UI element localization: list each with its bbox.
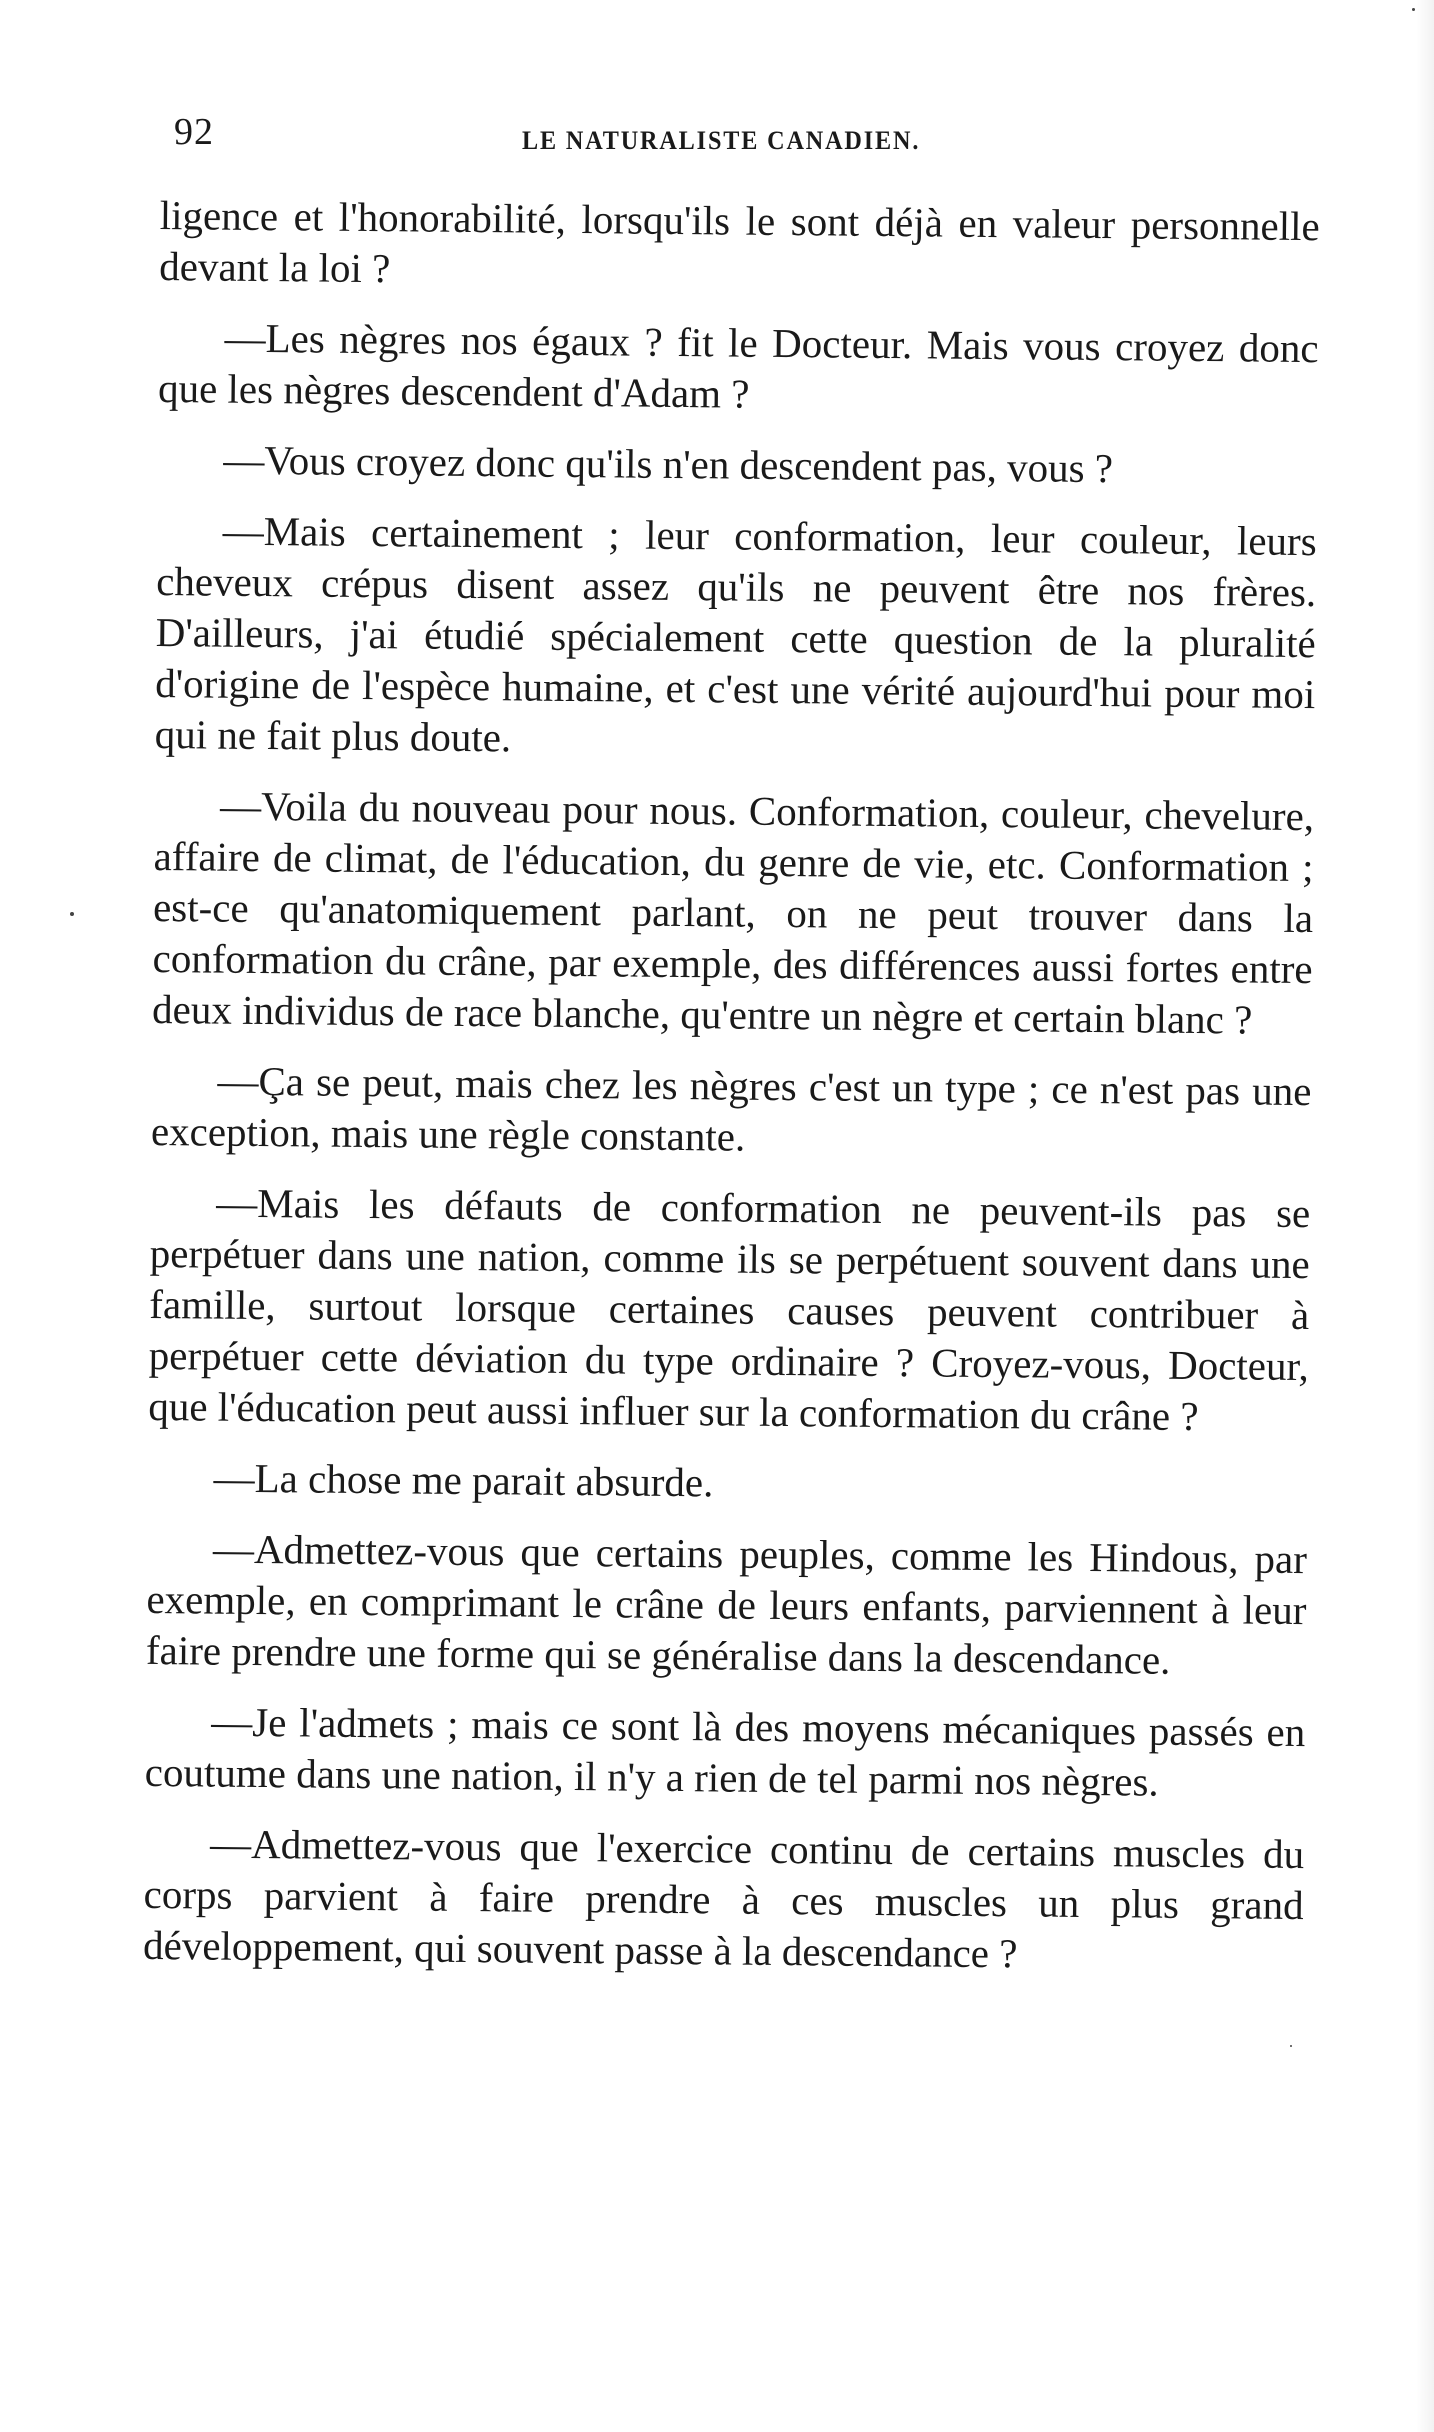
paragraph: ligence et l'honorabilité, lorsqu'ils le sont déjà en valeur personnelle devant la loi ? — [159, 191, 1320, 292]
ink-speck — [1412, 8, 1415, 11]
paragraph: —La chose me parait absurde. — [213, 1454, 714, 1506]
paragraph: —Mais les défauts de conformation ne peuvent-ils pas se perpétuer dans une nation, comme ils se perpétuent souvent dans une famille, surtout lorsque certaines causes peuvent contribuer à perpétuer cette déviation du type ordinaire ? Croyez-vous, Docteur, que l'éducation peut aussi influer sur la conformation du crâne ? — [148, 1179, 1311, 1440]
page-header — [170, 96, 1320, 166]
paragraph: —Admettez-vous que l'exercice continu de certains muscles du corps parvient à faire prendre à ces muscles un plus grand développement, qui souvent passe à la descendance ? — [142, 1820, 1305, 1977]
page-number: 92 — [174, 111, 214, 153]
ink-speck — [70, 912, 74, 916]
paragraph: —Ça se peut, mais chez les nègres c'est un type ; ce n'est pas une exception, mais une règle constante. — [150, 1057, 1312, 1160]
paragraph: —Mais certainement ; leur conformation, leur couleur, leurs cheveux crépus disent assez qu'ils ne peuvent être nos frères. D'ailleurs, j'ai étudié spécialement cette question de la pluralité d'origine de l'espèce humaine, et c'est une vérité aujourd'hui pour moi qui ne fait plus doute. — [154, 507, 1317, 761]
running-head: LE NATURALISTE CANADIEN. — [522, 126, 921, 155]
paragraph: —Les nègres nos égaux ? fit le Docteur. Mais vous croyez donc que les nègres descendent d'Adam ? — [157, 314, 1319, 417]
ink-speck — [1290, 2045, 1292, 2047]
body-text — [143, 190, 1320, 2002]
paragraph: —Vous croyez donc qu'ils n'en descendent pas, vous ? — [223, 436, 1114, 492]
paragraph: —Admettez-vous que certains peuples, comme les Hindous, par exemple, en comprimant le crâne de leurs enfants, parviennent à leur faire prendre une forme qui se généralise dans la descendance. — [145, 1525, 1308, 1683]
paragraph: —Je l'admets ; mais ce sont là des moyens mécaniques passés en coutume dans une nation, il n'y a rien de tel parmi nos nègres. — [144, 1698, 1306, 1805]
page-edge-shadow — [1416, 0, 1434, 2432]
paragraph: —Voila du nouveau pour nous. Conformation, couleur, chevelure, affaire de climat, de l'éducation, du genre de vie, etc. Conformation ; est-ce qu'anatomiquement parlant, on ne peut trouver dans la conformation du crâne, par exemple, des différences aussi fortes entre deux individus de race blanche, qu'entre un nègre et certain blanc ? — [151, 782, 1315, 1043]
